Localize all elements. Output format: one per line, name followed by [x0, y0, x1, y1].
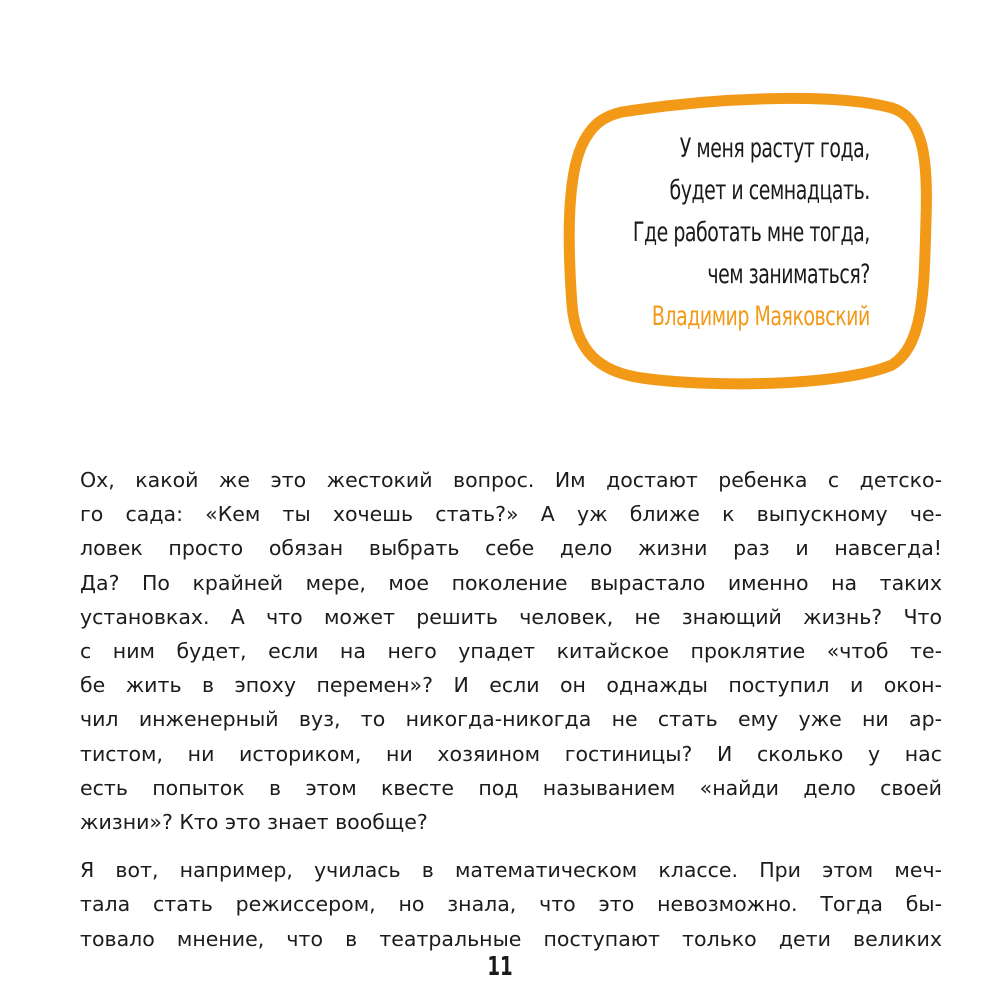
epigraph-author: Владимир Маяковский	[652, 301, 870, 332]
text-line: Ох, какой же это жестокий вопрос. Им достают ребенка с детско-	[80, 468, 942, 492]
epigraph-line: чем заниматься?	[707, 259, 870, 290]
text-line: тистом, ни историком, ни хозяином гостиницы? И сколько у нас	[80, 741, 942, 766]
page-number: 11	[487, 952, 513, 982]
body-text	[80, 463, 942, 970]
epigraph-line: У меня растут года,	[679, 133, 870, 164]
paragraph	[80, 853, 942, 956]
text-line: товало мнение, что в театральные поступают только дети великих	[80, 926, 942, 951]
text-line: жизни»? Кто это знает вообще?	[80, 810, 428, 835]
text-line: тала стать режиссером, но знала, что это невозможно. Тогда бы-	[80, 892, 942, 917]
text-line: бе жить в эпоху перемен»? И если он однажды поступил и окон-	[80, 673, 942, 698]
epigraph-line: будет и семнадцать.	[669, 175, 870, 206]
paragraph	[80, 463, 942, 839]
text-line: Я вот, например, училась в математическом классе. При этом меч-	[80, 858, 942, 883]
text-line: установках. А что может решить человек, не знающий жизнь? Что	[80, 604, 942, 629]
text-line: есть попыток в этом квесте под называнием «найди дело своей	[80, 775, 942, 800]
epigraph-line: Где работать мне тогда,	[632, 217, 870, 248]
epigraph-box	[562, 90, 932, 390]
text-line: с ним будет, если на него упадет китайское проклятие «чтоб те-	[80, 639, 942, 664]
text-line: ловек просто обязан выбрать себе дело жизни раз и навсегда!	[80, 536, 942, 561]
text-line: го сада: «Кем ты хочешь стать?» А уж ближе к выпускному че-	[80, 502, 942, 527]
epigraph-text	[633, 128, 870, 338]
text-line: чил инженерный вуз, то никогда-никогда не стать ему уже ни ар-	[80, 707, 942, 732]
text-line: Да? По крайней мере, мое поколение вырастало именно на таких	[80, 570, 942, 595]
